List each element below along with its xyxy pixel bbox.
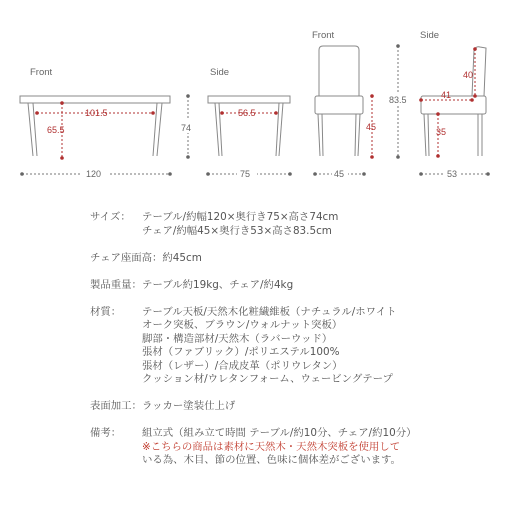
table-leg-height-value: 65.5 <box>47 125 65 135</box>
chair-front-seat <box>315 96 363 114</box>
chair-side-label: Side <box>420 30 440 41</box>
spec-material-line: オーク突板、ブラウン/ウォルナット突板） <box>142 319 343 331</box>
spec-size <box>90 211 505 238</box>
spec-list <box>90 211 505 481</box>
spec-material-line: 脚部・構造部材/天然木（ラバーウッド） <box>142 332 333 345</box>
chair-front-view <box>312 30 408 180</box>
chair-front-label: Front <box>312 30 335 41</box>
spec-material-line: 張材（ファブリック）/ポリエステル100% <box>142 346 340 358</box>
spec-material-line: クッション材/ウレタンフォーム、ウェービングテープ <box>142 373 393 385</box>
chair-front-back <box>319 46 359 96</box>
chair-seat-height-value: 45 <box>366 122 377 132</box>
spec-seat-height: チェア座面高：約45cm <box>90 251 202 264</box>
table-front-view <box>20 67 196 180</box>
spec-notes-assembly: 組立式（組み立て時間 テーブル/約10分、チェア/約10分） <box>142 427 417 439</box>
spec-size-chair: チェア/約幅45×奥行き53×高さ83.5cm <box>142 224 332 237</box>
chair-seat-depth-value: 41 <box>441 90 452 100</box>
chair-width-value: 45 <box>334 169 345 179</box>
spec-material <box>90 306 505 387</box>
table-inner-depth-value: 56.5 <box>238 108 256 118</box>
table-width-value: 120 <box>86 169 102 179</box>
table-front-label: Front <box>30 67 53 78</box>
spec-notes-caution: ※こちらの商品は素材に天然木・天然木突板を使用して <box>142 440 401 453</box>
table-front-right-leg <box>157 103 162 156</box>
spec-notes <box>90 427 505 468</box>
chair-seat-height-side-value: 35 <box>436 127 447 137</box>
spec-material-line: 張材（レザー）/合成皮革（ポリウレタン） <box>142 359 343 372</box>
table-side-top <box>208 96 290 103</box>
spec-notes-caution-cont: いる為、木目、節の位置、色味に個体差がございます。 <box>142 454 401 466</box>
table-front-top <box>20 96 170 103</box>
chair-side-view <box>419 30 490 180</box>
table-depth-value: 75 <box>240 169 251 179</box>
table-inner-width-value: 101.5 <box>85 108 108 118</box>
chair-back-height-value: 40 <box>463 70 474 80</box>
spec-size-label: サイズ： <box>90 211 131 223</box>
spec-material-line: テーブル天板/天然木化粧繊維板（ナチュラル/ホワイト <box>142 305 397 318</box>
table-side-view <box>206 67 292 180</box>
chair-side-seat <box>421 96 486 114</box>
spec-size-table: テーブル/約幅120×奥行き75×高さ74cm <box>142 211 339 223</box>
table-height-value: 74 <box>181 123 192 133</box>
spec-finish: 表面加工：ラッカー塗装仕上げ <box>90 400 236 412</box>
table-side-label: Side <box>210 67 230 78</box>
spec-material-label: 材質： <box>90 305 122 318</box>
table-front-left-leg <box>28 103 33 156</box>
chair-depth-value: 53 <box>447 169 458 179</box>
spec-weight: 製品重量：テーブル約19kg、チェア/約4kg <box>90 278 294 291</box>
chair-total-height-value: 83.5 <box>389 95 407 105</box>
dimension-diagram <box>0 0 512 200</box>
chair-side-back <box>472 47 486 96</box>
spec-notes-label: 備考： <box>90 427 122 439</box>
